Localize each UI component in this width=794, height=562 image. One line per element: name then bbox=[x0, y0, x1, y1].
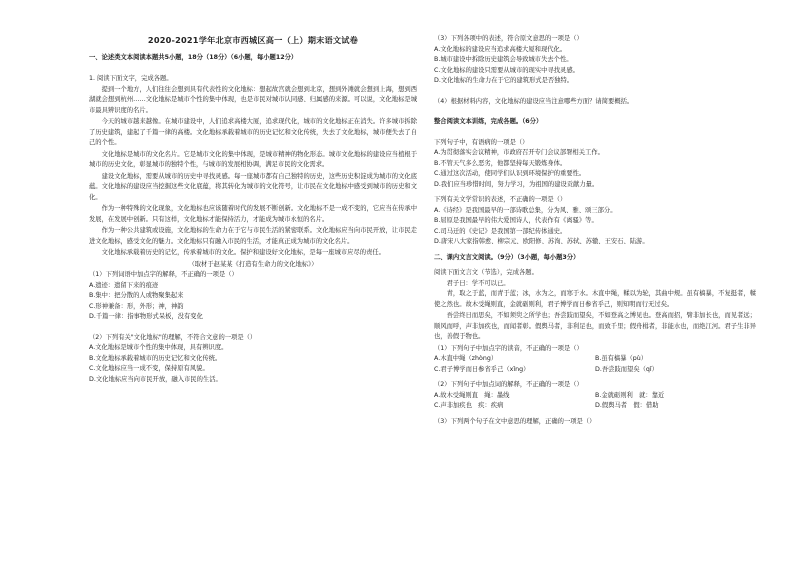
passage-paragraph: 作为一种特殊的文化现象，文化地标也应该随着时代的发展不断创新。文化地标不是一成不变的，它应当在传承中发展，在发展中创新。只有这样，文化地标才能保持活力，才能成为城市永恒的名片。 bbox=[89, 205, 417, 223]
question-3-stem: （3）下列各项中的表述，符合原文意思的一项是（） bbox=[434, 35, 583, 42]
question-6-option-d: D.唐宋八大家指韩愈、柳宗元、欧阳修、苏洵、苏轼、苏辙、王安石、陆游。 bbox=[434, 238, 649, 245]
passage-paragraph: 文化地标是城市的文化名片。它是城市文化的集中体现，是城市精神的物化形态。城市文化地标的建设应当植根于城市的历史文化，彰显城市的独特个性，与城市的发展相协调，满足市民的文化需求。 bbox=[89, 150, 417, 168]
question-1-option-c: C.形神兼备：形，外形；神，神韵 bbox=[89, 302, 184, 310]
question-7-option-d: D.吾尝跂而望矣（qǐ） bbox=[595, 365, 658, 373]
question-3-option-a: A.文化地标的建设应当追求高楼大厦和现代化。 bbox=[434, 45, 567, 53]
question-2-option-c: C.文化地标应当一成不变，保持原有风貌。 bbox=[89, 365, 209, 372]
passage-source: （取材于赵某某《打造有生命力的文化地标》） bbox=[188, 260, 318, 268]
exam-title: 2020-2021学年北京市西城区高一（上）期末语文试卷 bbox=[147, 35, 359, 45]
question-6-option-b: B.屈原是我国最早的伟大爱国诗人，代表作有《离骚》等。 bbox=[434, 217, 598, 224]
question-7-options-row bbox=[434, 354, 756, 365]
question-8-option-a: A.故木受绳则直 绳：墨线 bbox=[434, 391, 510, 399]
classical-text-opening: 君子曰：学不可以已。 bbox=[446, 279, 510, 287]
section-2-heading: 二、课内文言文阅读。（9分）（3小题，每小题3分） bbox=[434, 253, 580, 261]
question-5-option-c: C.通过这次活动，使同学们认识到环境保护的重要性。 bbox=[434, 170, 586, 177]
question-7-option-b: B.虽有槁暴（pù） bbox=[595, 355, 648, 362]
question-5-option-b: B.不管天气多么恶劣，他都坚持每天锻炼身体。 bbox=[434, 159, 567, 167]
question-8-option-d: D.假舆马者 假：借助 bbox=[595, 402, 659, 409]
question-6-option-a: A.《诗经》是我国最早的一部诗歌总集，分为风、雅、颂三部分。 bbox=[434, 206, 617, 214]
text-instruction: 1. 阅读下面文字，完成各题。 bbox=[89, 75, 173, 82]
question-9-stem: （3）下列两个句子在文中意思的理解，正确的一项是（） bbox=[434, 417, 596, 425]
question-7-stem: （1）下列句子中加点字的读音，不正确的一项是（） bbox=[434, 344, 583, 352]
passage-paragraph: 建设文化地标，需要从城市的历史中寻找灵感。每一座城市都有自己独特的历史，这些历史积淀成为城市的文化底蕴。文化地标的建设应当挖掘这些文化底蕴，将其转化为城市的文化符号，让市民在文化地标中感受到城市的历史和文化。 bbox=[89, 172, 417, 201]
question-2-option-d: D.文化地标应当向市民开放，融入市民的生活。 bbox=[89, 375, 222, 383]
question-2-option-a: A.文化地标是城市个性的集中体现，具有辨识度。 bbox=[89, 344, 228, 351]
question-7-option-a: A.木直中绳（zhòng） bbox=[434, 355, 498, 362]
question-8-options-row bbox=[434, 391, 756, 402]
passage-paragraph: 作为一种公共建筑或设施，文化地标的生命力在于它与市民生活的紧密联系。文化地标应当向市民开放，让市民走进文化地标，感受文化的魅力。文化地标只有融入市民的生活，才能真正成为城市的文化名片。 bbox=[89, 227, 417, 245]
right-column bbox=[434, 0, 756, 427]
question-7-options-row bbox=[434, 365, 756, 376]
classical-text-paragraph: 青，取之于蓝，而青于蓝；冰，水为之，而寒于水。木直中绳，輮以为轮，其曲中规。虽有槁暴，不复挺者，輮使之然也。故木受绳则直，金就砺则利，君子博学而日参省乎己，则知明而行无过矣。 bbox=[434, 290, 756, 308]
classical-reading-instruction: 阅读下面文言文（节选），完成各题。 bbox=[434, 269, 538, 276]
question-5-option-d: D.我们应当珍惜时间，努力学习，为祖国的建设贡献力量。 bbox=[434, 180, 599, 188]
question-3-option-c: C.文化地标的建设只需要从城市的现实中寻找灵感。 bbox=[434, 66, 579, 74]
question-8-option-c: C.声非加疾也 疾：疾病 bbox=[434, 402, 504, 409]
question-6-option-c: C.司马迁的《史记》是我国第一部纪传体通史。 bbox=[434, 227, 567, 235]
question-1-option-a: A.遗迹：遗留下来的痕迹 bbox=[89, 281, 159, 289]
question-5-option-a: A.为贯彻落实会议精神，市政府召开专门会议部署相关工作。 bbox=[434, 149, 604, 156]
question-6-stem: 下列有关文学常识的表述，不正确的一项是（） bbox=[434, 196, 567, 203]
question-5-stem: 下列句子中，有语病的一项是（） bbox=[434, 138, 529, 146]
question-8-options-row bbox=[434, 401, 756, 412]
question-8-option-b: B.金就砺则利 就：靠近 bbox=[595, 391, 665, 399]
integrated-reading-heading: 整合阅读文本训练，完成各题。（6分） bbox=[434, 118, 543, 125]
question-4-stem: （4）根据材料内容，文化地标的建设应当注意哪些方面？请简要概括。 bbox=[434, 97, 634, 105]
question-1-option-d: D.千篇一律：指事物形式呆板，没有变化 bbox=[89, 313, 203, 320]
question-1-stem: （1）下列词语中加点字的解释，不正确的一项是（） bbox=[89, 271, 238, 278]
question-1-option-b: B.集中：把分散的人或物聚集起来 bbox=[89, 292, 184, 299]
classical-text-paragraph: 吾尝终日而思矣，不如须臾之所学也；吾尝跂而望矣，不如登高之博见也。登高而招，臂非加长也，而见者远；顺风而呼，声非加疾也，而闻者彰。假舆马者，非利足也，而致千里；假舟楫者，非能水也，而绝江河。君子生非异也，善假于物也。 bbox=[434, 312, 756, 340]
question-7-option-c: C.君子博学而日参省乎己（xǐng） bbox=[434, 365, 530, 373]
passage-paragraph: 提到一个地方，人们往往会想到具有代表性的文化地标：想起故宫就会想到北京，想到外滩就会想到上海，想到西湖就会想到杭州……文化地标是城市个性的集中体现，也是市民对城市认同感、归属感的来源。可以说，文化地标是城市最具辨识度的名片。 bbox=[89, 85, 417, 114]
question-3-option-b: B.城市建设中拆除历史建筑会导致城市失去个性。 bbox=[434, 56, 573, 63]
left-column bbox=[89, 0, 417, 385]
question-8-stem: （2）下列句子中加点词的解释，不正确的一项是（） bbox=[434, 381, 583, 388]
section-1-heading: 一、论述类文本阅读本题共5小题，18分（18分）（6小题，每小题12分） bbox=[89, 53, 298, 61]
question-2-stem: （2）下列有关"文化地标"的理解，不符合文意的一项是（） bbox=[89, 333, 257, 341]
question-3-option-d: D.文化地标的生命力在于它的建筑形式是否独特。 bbox=[434, 77, 574, 84]
passage-paragraph: 文化地标承载着历史的记忆，传承着城市的文化。保护和建设好文化地标，是每一座城市应尽的责任。 bbox=[101, 249, 385, 256]
question-2-option-b: B.文化地标承载着城市的历史记忆和文化传统。 bbox=[89, 354, 222, 362]
passage-paragraph: 今天的城市越来越像。在城市建设中，人们追求高楼大厦，追求现代化，城市的文化地标正在消失。许多城市拆除了历史建筑，建起了千篇一律的高楼。文化地标承载着城市的历史记忆和文化传统，失去了文化地标，城市便失去了自己的个性。 bbox=[89, 118, 417, 146]
